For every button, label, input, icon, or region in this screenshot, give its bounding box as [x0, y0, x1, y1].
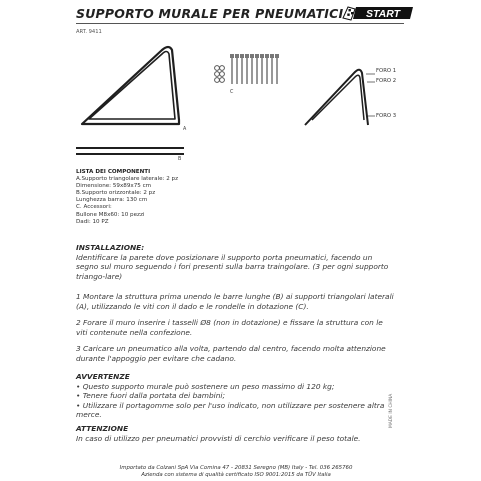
footer-importer: Importato da Colzani SpA Via Comina 47 - 20831 Seregno (MB) Italy - Tel. 036 265760 — [119, 465, 353, 471]
checkered-flag-icon — [343, 7, 355, 20]
component-line: C. Accessori: — [76, 204, 112, 211]
attention-heading: ATTENZIONE — [76, 424, 129, 433]
attention-section — [76, 424, 396, 443]
installation-section — [76, 243, 396, 281]
start-logo — [340, 4, 416, 22]
header-rule — [76, 23, 404, 24]
component-line: A.Supporto triangolare laterale: 2 pz — [76, 176, 179, 183]
component-line: Dimensione: 59x89x75 cm — [76, 183, 152, 190]
label-foro-2: FORO 2 — [376, 78, 397, 84]
bolts-and-nuts-drawing — [212, 50, 294, 90]
installation-step-2: 2 Forare il muro inserire i tasselli Ø8 (non in dotazione) e fissare la struttura con le viti contenute nella confezione. — [76, 318, 383, 337]
components-list — [76, 169, 178, 226]
footer-certification: Azienda con sistema di qualità certificato ISO 9001:2015 da TÜV Italia — [141, 472, 331, 478]
horizontal-bars-drawing — [76, 145, 186, 157]
installation-step-3: 3 Caricare un pneumatico alla volta, partendo dal centro, facendo molta attenzione durante l'appoggio per evitare che cadano. — [76, 344, 386, 363]
components-heading: LISTA DEI COMPONENTI — [76, 169, 151, 175]
label-foro-3: FORO 3 — [376, 113, 397, 119]
brand-name: START — [365, 7, 401, 20]
warnings-heading: AVVERTENZE — [76, 372, 130, 381]
installation-heading: INSTALLAZIONE: — [76, 243, 145, 252]
warning-item: • Utilizzare il portagomme solo per l'uso indicato, non utilizzare per sostenere altra merce. — [76, 400, 385, 420]
attention-text: In caso di utilizzo per pneumatici provvisti di cerchio verificare il peso totale. — [76, 433, 361, 443]
component-line: Dadi: 10 PZ — [76, 218, 109, 225]
mounting-holes-drawing — [300, 60, 375, 130]
warning-item: • Tenere fuori dalla portata dei bambini; — [76, 391, 225, 401]
label-foro-1: FORO 1 — [376, 68, 397, 74]
installation-step-1: 1 Montare la struttura prima unendo le barre lunghe (B) ai supporti triangolari laterali (A), utilizzando le viti con il dado e le rondelle in dotazione (C). — [76, 292, 394, 311]
triangle-support-drawing — [76, 40, 186, 132]
installation-intro: Identificare la parete dove posizionare il supporto porta pneumatici, facendo un segno sul muro seguendo i fori presenti sulla barra traingolare. (3 per ogni supporto triango-lare) — [76, 252, 389, 281]
label-a: A — [183, 127, 187, 132]
component-line: Lunghezza barra: 130 cm — [76, 197, 148, 204]
label-b: B — [178, 157, 182, 162]
warnings-section — [76, 372, 396, 420]
article-number: ART. 9411 — [76, 29, 102, 35]
made-in-china-note: MADE IN CHINA — [389, 393, 394, 428]
warning-item: • Questo supporto murale può sostenere un peso massimo di 120 kg; — [76, 381, 335, 391]
page-title: SUPPORTO MURALE PER PNEUMATICI — [76, 6, 344, 21]
label-c: C — [230, 90, 234, 95]
component-line: Bullone M8x60: 10 pezzi — [76, 211, 145, 218]
component-line: B.Supporto orizzontale: 2 pz — [76, 190, 156, 197]
